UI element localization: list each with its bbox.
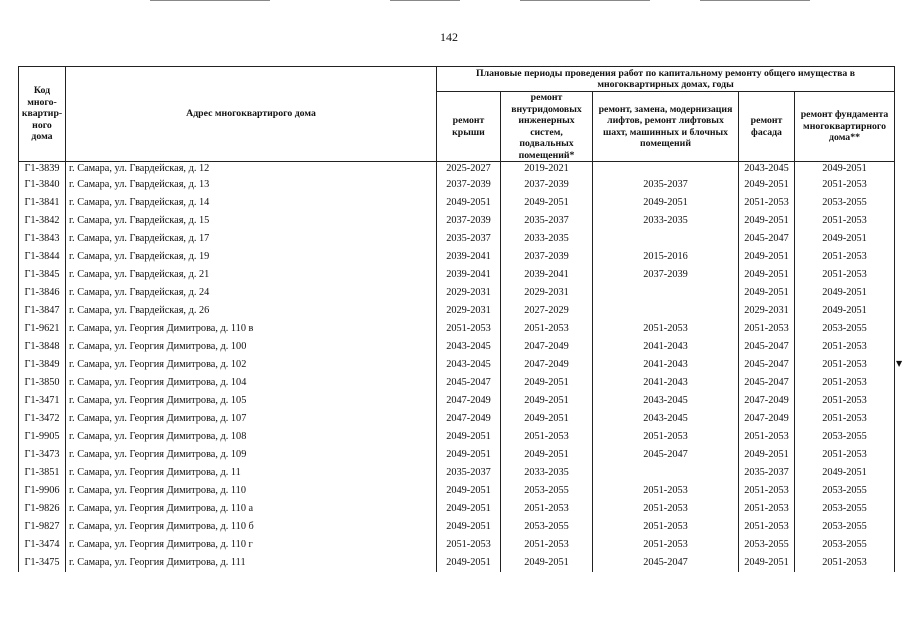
table-row (19, 230, 895, 248)
cell-elevators (593, 162, 739, 177)
cell-facade: 2045-2047 (739, 338, 795, 356)
cell-address: г. Самара, ул. Гвардейская, д. 15 (66, 212, 437, 230)
cell-facade: 2049-2051 (739, 212, 795, 230)
cell-systems: 2049-2051 (501, 446, 593, 464)
table-row (19, 500, 895, 518)
cell-roof: 2039-2041 (437, 266, 501, 284)
table-row (19, 536, 895, 554)
cell-code: Г1-3474 (19, 536, 66, 554)
cell-roof: 2049-2051 (437, 446, 501, 464)
header-roof: ремонт крыши (437, 92, 501, 162)
table-row (19, 284, 895, 302)
cell-foundation: 2051-2053 (795, 266, 895, 284)
table-row (19, 176, 895, 194)
cell-facade: 2049-2051 (739, 446, 795, 464)
cell-code: Г1-3845 (19, 266, 66, 284)
table-row (19, 320, 895, 338)
cell-elevators: 2051-2053 (593, 482, 739, 500)
cell-code: Г1-3471 (19, 392, 66, 410)
cell-address: г. Самара, ул. Георгия Димитрова, д. 100 (66, 338, 437, 356)
cell-code: Г1-3839 (19, 162, 66, 177)
cell-roof: 2051-2053 (437, 320, 501, 338)
cell-address: г. Самара, ул. Георгия Димитрова, д. 105 (66, 392, 437, 410)
table-row (19, 248, 895, 266)
cell-foundation: 2051-2053 (795, 446, 895, 464)
cell-foundation: 2051-2053 (795, 338, 895, 356)
header-elevators: ремонт, замена, модернизация лифтов, ремонт лифтовых шахт, машинных и блочных помещений (593, 92, 739, 162)
cell-address: г. Самара, ул. Георгия Димитрова, д. 102 (66, 356, 437, 374)
cell-address: г. Самара, ул. Георгия Димитрова, д. 11 (66, 464, 437, 482)
cell-address: г. Самара, ул. Георгия Димитрова, д. 110 б (66, 518, 437, 536)
cell-code: Г1-3843 (19, 230, 66, 248)
table-row (19, 446, 895, 464)
cell-systems: 2051-2053 (501, 320, 593, 338)
cell-facade: 2049-2051 (739, 554, 795, 572)
cell-address: г. Самара, ул. Георгия Димитрова, д. 110 в (66, 320, 437, 338)
cell-foundation: 2051-2053 (795, 356, 895, 374)
cell-foundation: 2049-2051 (795, 464, 895, 482)
cell-facade: 2029-2031 (739, 302, 795, 320)
cell-address: г. Самара, ул. Георгия Димитрова, д. 110 г (66, 536, 437, 554)
cell-address: г. Самара, ул. Георгия Димитрова, д. 107 (66, 410, 437, 428)
cell-foundation: 2053-2055 (795, 320, 895, 338)
cell-code: Г1-9905 (19, 428, 66, 446)
cell-foundation: 2053-2055 (795, 536, 895, 554)
cell-code: Г1-9826 (19, 500, 66, 518)
cell-facade: 2049-2051 (739, 284, 795, 302)
cell-elevators: 2043-2045 (593, 392, 739, 410)
cell-systems: 2033-2035 (501, 464, 593, 482)
cell-elevators: 2041-2043 (593, 356, 739, 374)
cell-roof: 2029-2031 (437, 284, 501, 302)
cell-roof: 2037-2039 (437, 176, 501, 194)
cell-foundation: 2051-2053 (795, 410, 895, 428)
cell-code: Г1-9827 (19, 518, 66, 536)
cell-facade: 2051-2053 (739, 194, 795, 212)
cell-facade: 2051-2053 (739, 428, 795, 446)
cell-roof: 2029-2031 (437, 302, 501, 320)
cell-systems: 2051-2053 (501, 428, 593, 446)
cell-roof: 2051-2053 (437, 536, 501, 554)
cell-address: г. Самара, ул. Гвардейская, д. 12 (66, 162, 437, 177)
cell-systems: 2051-2053 (501, 536, 593, 554)
cell-facade: 2045-2047 (739, 230, 795, 248)
cell-foundation: 2049-2051 (795, 230, 895, 248)
table-row (19, 338, 895, 356)
header-systems: ремонт внутридомовых инженерных систем, подвальных помещений* (501, 92, 593, 162)
cell-facade: 2051-2053 (739, 518, 795, 536)
table-row (19, 428, 895, 446)
cell-elevators: 2045-2047 (593, 446, 739, 464)
cell-roof: 2049-2051 (437, 482, 501, 500)
cell-facade: 2049-2051 (739, 176, 795, 194)
cell-address: г. Самара, ул. Гвардейская, д. 14 (66, 194, 437, 212)
cell-foundation: 2049-2051 (795, 162, 895, 177)
cell-facade: 2047-2049 (739, 410, 795, 428)
table-row (19, 482, 895, 500)
cell-systems: 2049-2051 (501, 374, 593, 392)
table-row (19, 162, 895, 177)
cell-address: г. Самара, ул. Георгия Димитрова, д. 104 (66, 374, 437, 392)
cell-code: Г1-3849 (19, 356, 66, 374)
cell-roof: 2039-2041 (437, 248, 501, 266)
page-number: 142 (440, 30, 458, 44)
cell-elevators: 2051-2053 (593, 536, 739, 554)
cell-systems: 2049-2051 (501, 554, 593, 572)
cell-roof: 2049-2051 (437, 194, 501, 212)
header-foundation: ремонт фундамента многоквартирного дома** (795, 92, 895, 162)
cell-elevators: 2041-2043 (593, 374, 739, 392)
cell-address: г. Самара, ул. Георгия Димитрова, д. 110 (66, 482, 437, 500)
table-row (19, 554, 895, 572)
cell-systems: 2027-2029 (501, 302, 593, 320)
cell-roof: 2035-2037 (437, 230, 501, 248)
table-row (19, 374, 895, 392)
table-row (19, 518, 895, 536)
cell-roof: 2047-2049 (437, 410, 501, 428)
cell-elevators: 2015-2016 (593, 248, 739, 266)
cell-address: г. Самара, ул. Гвардейская, д. 24 (66, 284, 437, 302)
cell-code: Г1-9906 (19, 482, 66, 500)
cell-facade: 2043-2045 (739, 162, 795, 177)
cell-foundation: 2051-2053 (795, 248, 895, 266)
scroll-down-marker-icon: ▼ (896, 359, 903, 368)
cell-roof: 2047-2049 (437, 392, 501, 410)
scan-edge-marks (0, 0, 905, 3)
table-row (19, 302, 895, 320)
cell-elevators (593, 464, 739, 482)
cell-systems: 2053-2055 (501, 482, 593, 500)
cell-roof: 2025-2027 (437, 162, 501, 177)
cell-address: г. Самара, ул. Гвардейская, д. 13 (66, 176, 437, 194)
cell-elevators: 2035-2037 (593, 176, 739, 194)
cell-foundation: 2049-2051 (795, 284, 895, 302)
cell-foundation: 2051-2053 (795, 554, 895, 572)
cell-elevators: 2049-2051 (593, 194, 739, 212)
cell-facade: 2049-2051 (739, 248, 795, 266)
cell-roof: 2049-2051 (437, 500, 501, 518)
cell-address: г. Самара, ул. Георгия Димитрова, д. 110 а (66, 500, 437, 518)
cell-systems: 2033-2035 (501, 230, 593, 248)
cell-code: Г1-3842 (19, 212, 66, 230)
cell-code: Г1-3475 (19, 554, 66, 572)
table-row (19, 464, 895, 482)
cell-code: Г1-3846 (19, 284, 66, 302)
repair-plan-table (18, 66, 895, 572)
cell-address: г. Самара, ул. Гвардейская, д. 17 (66, 230, 437, 248)
cell-foundation: 2053-2055 (795, 500, 895, 518)
cell-roof: 2035-2037 (437, 464, 501, 482)
cell-systems: 2029-2031 (501, 284, 593, 302)
cell-elevators: 2051-2053 (593, 518, 739, 536)
cell-elevators (593, 284, 739, 302)
table-row (19, 392, 895, 410)
cell-systems: 2051-2053 (501, 500, 593, 518)
cell-code: Г1-3844 (19, 248, 66, 266)
cell-elevators: 2051-2053 (593, 428, 739, 446)
cell-code: Г1-3472 (19, 410, 66, 428)
cell-elevators: 2051-2053 (593, 320, 739, 338)
cell-address: г. Самара, ул. Гвардейская, д. 21 (66, 266, 437, 284)
cell-facade: 2051-2053 (739, 320, 795, 338)
cell-address: г. Самара, ул. Георгия Димитрова, д. 109 (66, 446, 437, 464)
cell-roof: 2043-2045 (437, 356, 501, 374)
cell-code: Г1-3851 (19, 464, 66, 482)
cell-elevators: 2051-2053 (593, 500, 739, 518)
cell-code: Г1-9621 (19, 320, 66, 338)
cell-elevators: 2033-2035 (593, 212, 739, 230)
cell-systems: 2037-2039 (501, 176, 593, 194)
cell-code: Г1-3473 (19, 446, 66, 464)
cell-foundation: 2053-2055 (795, 482, 895, 500)
cell-systems: 2019-2021 (501, 162, 593, 177)
cell-foundation: 2051-2053 (795, 392, 895, 410)
cell-facade: 2053-2055 (739, 536, 795, 554)
cell-elevators (593, 302, 739, 320)
cell-code: Г1-3847 (19, 302, 66, 320)
cell-facade: 2035-2037 (739, 464, 795, 482)
cell-systems: 2047-2049 (501, 338, 593, 356)
header-address: Адрес многоквартирого дома (66, 67, 437, 162)
cell-address: г. Самара, ул. Георгия Димитрова, д. 111 (66, 554, 437, 572)
cell-systems: 2035-2037 (501, 212, 593, 230)
cell-roof: 2049-2051 (437, 554, 501, 572)
cell-systems: 2047-2049 (501, 356, 593, 374)
cell-facade: 2049-2051 (739, 266, 795, 284)
cell-systems: 2049-2051 (501, 194, 593, 212)
header-facade: ремонт фасада (739, 92, 795, 162)
cell-code: Г1-3841 (19, 194, 66, 212)
cell-elevators: 2043-2045 (593, 410, 739, 428)
table-row (19, 356, 895, 374)
cell-address: г. Самара, ул. Гвардейская, д. 19 (66, 248, 437, 266)
cell-foundation: 2053-2055 (795, 428, 895, 446)
cell-code: Г1-3840 (19, 176, 66, 194)
cell-roof: 2045-2047 (437, 374, 501, 392)
cell-facade: 2045-2047 (739, 356, 795, 374)
cell-foundation: 2049-2051 (795, 302, 895, 320)
cell-facade: 2047-2049 (739, 392, 795, 410)
cell-facade: 2051-2053 (739, 482, 795, 500)
cell-foundation: 2053-2055 (795, 518, 895, 536)
cell-elevators: 2041-2043 (593, 338, 739, 356)
cell-foundation: 2053-2055 (795, 194, 895, 212)
cell-elevators: 2045-2047 (593, 554, 739, 572)
cell-foundation: 2051-2053 (795, 212, 895, 230)
cell-roof: 2043-2045 (437, 338, 501, 356)
cell-address: г. Самара, ул. Гвардейская, д. 26 (66, 302, 437, 320)
header-periods: Плановые периоды проведения работ по капитальному ремонту общего имущества в многоквартирных домах, годы (437, 67, 895, 92)
cell-foundation: 2051-2053 (795, 374, 895, 392)
cell-code: Г1-3850 (19, 374, 66, 392)
cell-facade: 2045-2047 (739, 374, 795, 392)
cell-roof: 2037-2039 (437, 212, 501, 230)
cell-foundation: 2051-2053 (795, 176, 895, 194)
table-row (19, 410, 895, 428)
cell-systems: 2053-2055 (501, 518, 593, 536)
cell-code: Г1-3848 (19, 338, 66, 356)
table-row (19, 266, 895, 284)
cell-facade: 2051-2053 (739, 500, 795, 518)
cell-elevators (593, 230, 739, 248)
table-row (19, 194, 895, 212)
cell-roof: 2049-2051 (437, 518, 501, 536)
cell-address: г. Самара, ул. Георгия Димитрова, д. 108 (66, 428, 437, 446)
cell-systems: 2037-2039 (501, 248, 593, 266)
cell-systems: 2039-2041 (501, 266, 593, 284)
cell-systems: 2049-2051 (501, 392, 593, 410)
cell-elevators: 2037-2039 (593, 266, 739, 284)
table-body (19, 162, 895, 573)
table-row (19, 212, 895, 230)
cell-roof: 2049-2051 (437, 428, 501, 446)
cell-systems: 2049-2051 (501, 410, 593, 428)
header-code: Код много-квартир-ного дома (19, 67, 66, 162)
